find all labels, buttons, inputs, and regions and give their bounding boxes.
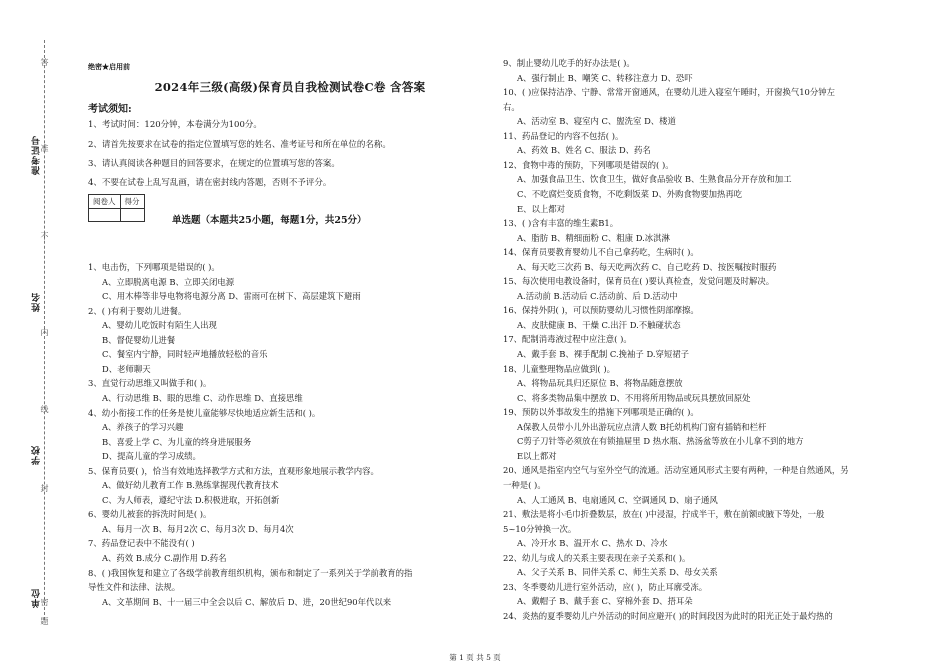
answer-option-line: A、人工通风 B、电扇通风 C、空调通风 D、扇子通风: [517, 494, 718, 505]
answer-option-line: A、每月一次 B、每月2次 C、每月3次 D、每月4次: [102, 523, 294, 534]
answer-option-line: A、药效 B、姓名 C、服法 D、药名: [517, 145, 651, 156]
answer-option-line: C、餐室内宁静，同时轻声地播放轻松的音乐: [102, 349, 268, 360]
school-label: 学校: [32, 445, 42, 465]
question-line: 4、幼小衔接工作的任务是使儿童能够尽快地适应新生活和( )。: [88, 407, 321, 418]
notice-item: 2、请首先按要求在试卷的指定位置填写您的姓名、准考证号和所在单位的名称。: [88, 140, 391, 150]
cut-mark: 题: [40, 617, 49, 625]
question-line: 7、药品登记表中不能没有( ): [88, 538, 195, 549]
question-line: 2、( )有利于婴幼儿进餐。: [88, 305, 187, 316]
question-line: 20、通风是指室内空气与室外空气的流通。活动室通风形式主要有两种，一种是自然通风，另: [503, 465, 849, 476]
question-line: 3、直觉行动思维又叫做手和( )。: [88, 378, 212, 389]
answer-option-line: C、为人师表，遵纪守法 D.积极进取，开拓创新: [102, 494, 280, 505]
question-line: 1、电击伤，下列哪项是错误的( )。: [88, 262, 220, 272]
answer-option-line: C、用木棒等非导电物将电源分离 D、雷雨可在树下、高层建筑下避雨: [102, 291, 361, 302]
question-line: 19、预防以外事故发生的措施下列哪项是正确的( )。: [503, 407, 699, 418]
unit-label: 单位: [32, 588, 42, 608]
binding-margin: [0, 0, 60, 671]
answer-option-line: A、做好幼儿教育工作 B.熟练掌握现代教育技术: [102, 480, 279, 491]
page-title: 2024年三级(高级)保育员自我检测试卷C卷 含答案: [154, 80, 426, 94]
score-table: [88, 194, 145, 222]
answer-option-line: B、督促婴幼儿进餐: [102, 334, 176, 345]
cut-mark: 准: [40, 144, 49, 152]
question-line: 12、食物中毒的预防，下列哪项是错误的( )。: [503, 159, 674, 170]
notice-item: 1、考试时间：120分钟，本卷满分为100分。: [88, 120, 262, 130]
question-line: 15、每次使用电教设备时，保育员在( )要认真检查，发觉问题及时解决。: [503, 276, 775, 287]
answer-option-line: A、行动思维 B、眼的思维 C、动作思维 D、直接思维: [102, 392, 303, 403]
question-line: 16、保持外阴( )，可以预防婴幼儿习惯性阴部摩擦。: [503, 305, 699, 316]
answer-option-line: A、婴幼儿吃饭时有陌生人出现: [102, 320, 217, 331]
answer-option-line: A、冷开水 B、温开水 C、热水 D、冷水: [517, 538, 668, 549]
notice-heading: 考试须知:: [88, 104, 132, 115]
answer-option-line: C、将多类物品集中摆放 D、不用将所用物品或玩具摆放回原处: [517, 392, 751, 403]
answer-option-line: A、活动室 B、寝室内 C、盥洗室 D、楼道: [517, 116, 676, 127]
answer-option-line: B、喜爱上学 C、为儿童的终身进展服务: [102, 436, 252, 447]
answer-option-line: C剪子刀针等必须放在有锁抽屉里 D 热水瓶、热汤盆等放在小儿拿不到的地方: [517, 436, 804, 447]
secret-label: 绝密★启用前: [88, 62, 130, 71]
cut-mark: 不: [40, 232, 49, 240]
answer-option-line: A、加强食品卫生、饮食卫生，做好食品验收 B、生熟食品分开存放和加工: [517, 174, 792, 185]
question-line: 17、配制消毒液过程中应注意( )。: [503, 334, 632, 345]
reviewer-cell[interactable]: [89, 209, 121, 222]
question-line: 10、( )应保持洁净、宁静、常常开窗通风，在婴幼儿进入寝室午睡时，开窗换气10分钟左: [503, 87, 836, 98]
cut-mark: 密: [40, 598, 49, 606]
score-cell[interactable]: [120, 209, 144, 222]
cut-mark: 封: [40, 484, 49, 492]
answer-option-line: A.活动前 B.活动后 C.活动前、后 D.活动中: [517, 290, 678, 301]
question-line: 8、( )我国恢复和建立了各级学前教育组织机构，颁布和制定了一系列关于学前教育的指: [88, 567, 413, 578]
question-line: 21、敷法是将小毛巾折叠数层，放在( )中浸湿，拧成半干，敷在前额或腋下等处，一般: [503, 509, 825, 520]
notice-item: 3、请认真阅读各种题目的回答要求，在规定的位置填写您的答案。: [88, 159, 340, 169]
answer-option-line: A、将物品玩具归还原位 B、将物品随意摆放: [517, 378, 683, 389]
reviewer-header: 阅卷人: [89, 195, 121, 209]
cut-mark: 内: [40, 328, 49, 336]
answer-option-line: A、脂肪 B、精细面粉 C、粗康 D.冰淇淋: [517, 232, 670, 243]
answer-option-line: A、戴帽子 B、戴手套 C、穿棉外套 D、捂耳朵: [517, 596, 693, 607]
question-line: 24、炎热的夏季婴幼儿户外活动的时间应避开( )的时间段因为此时的阳光正处于最灼热的: [503, 610, 833, 621]
question-line: 5、保育员要( )，恰当有效地选择教学方式和方法，直观形象地展示教学内容。: [88, 465, 379, 476]
question-line: 5~10分钟换一次。: [503, 523, 577, 534]
question-line: 导性文件和法律、法规。: [88, 582, 181, 593]
question-line: 14、保育员要教育婴幼儿不自己拿药吃，生病时( )。: [503, 247, 699, 258]
answer-option-line: A、每天吃三次药 B、每天吃两次药 C、自己吃药 D、按医嘱按时服药: [517, 261, 777, 272]
answer-option-line: A、父子关系 B、同伴关系 C、师生关系 D、母女关系: [517, 567, 718, 578]
answer-option-line: E、以上都对: [517, 203, 565, 214]
cut-mark: 答: [40, 58, 49, 66]
question-line: 右。: [503, 101, 520, 112]
question-line: 13、( )含有丰富的维生素B1。: [503, 218, 619, 229]
answer-option-line: A保教人员带小儿外出游玩应点清人数 B托幼机构门窗有插销和栏杆: [517, 421, 767, 432]
answer-option-line: A、文革期间 B、十一届三中全会以后 C、解放后 D、进，20世纪90年代以来: [102, 596, 392, 607]
question-line: 6、婴幼儿被套的拆洗时间是( )。: [88, 509, 212, 520]
page-number: 第 1 页 共 5 页: [449, 653, 501, 662]
section-title: 单选题（本题共25小题，每题1分，共25分）: [172, 215, 367, 226]
answer-option-line: D、老师聊天: [102, 363, 151, 374]
name-label: 姓名: [32, 292, 42, 312]
question-line: 18、儿童整理物品应做到( )。: [503, 363, 615, 374]
answer-option-line: A、药效 B.成分 C.副作用 D.药名: [102, 553, 227, 563]
answer-option-line: A、强行制止 B、嘲笑 C、转移注意力 D、恐吓: [517, 72, 693, 83]
answer-option-line: D、提高儿童的学习成绩。: [102, 451, 201, 462]
answer-option-line: E以上都对: [517, 450, 557, 461]
answer-option-line: C、不吃腐烂变质食物，不吃剩饭菜 D、外购食物要加热再吃: [517, 188, 743, 199]
answer-option-line: A、皮肤健康 B、干燥 C.出汗 D.不触碰状态: [517, 319, 681, 330]
question-line: 22、幼儿与成人的关系主要表现在亲子关系和( )。: [503, 552, 691, 563]
question-line: 11、药品登记的内容不包括( )。: [503, 130, 624, 141]
question-line: 23、冬季婴幼儿进行室外活动，应( )，防止耳廓受冻。: [503, 581, 708, 592]
score-header: 得分: [120, 195, 144, 209]
answer-option-line: A、立即脱离电源 B、立即关闭电源: [102, 276, 235, 287]
notice-item: 4、不要在试卷上乱写乱画，请在密封线内答题，否则不予评分。: [88, 178, 332, 188]
question-line: 9、制止婴幼儿吃手的好办法是( )。: [503, 58, 635, 68]
exam-number-label: 准考证号: [32, 135, 42, 175]
question-line: 一种是( )。: [503, 479, 546, 490]
answer-option-line: A、戴手套 B、裸手配制 C.挽袖子 D.穿短裙子: [517, 349, 690, 359]
cut-mark: 线: [40, 405, 49, 413]
answer-option-line: A、养孩子的学习兴趣: [102, 422, 184, 433]
